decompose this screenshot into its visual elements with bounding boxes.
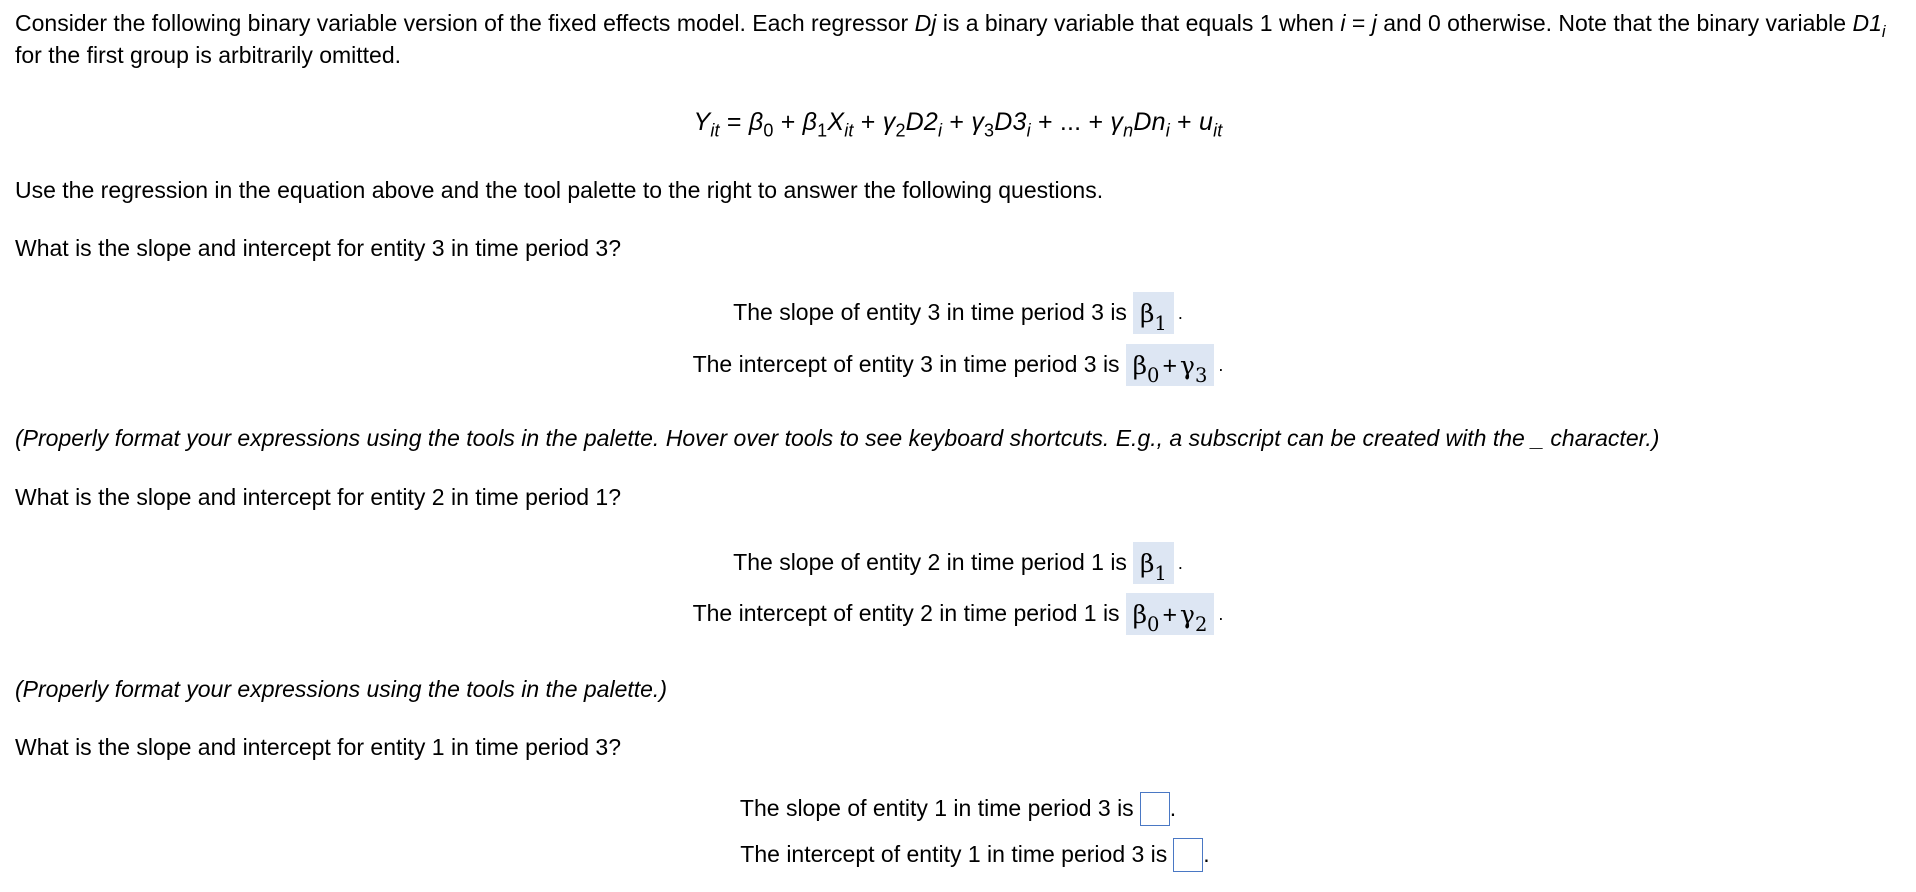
q3-slope-label: The slope of entity 1 in time period 3 is bbox=[739, 795, 1134, 822]
problem-intro: Consider the following binary variable version of the fixed effects model. Each regressor Dj is a binary variable that equals 1 when i = j and 0 otherwise. Note that the binary variable $D1_i$ for the first group is arbitrarily omitted. bbox=[15, 10, 1886, 68]
q1-slope-row: The slope of entity 3 in time period 3 is $\beta_1$ . bbox=[0, 292, 1916, 334]
q1-slope-answer[interactable]: $\beta_1$ bbox=[1133, 292, 1174, 334]
q1-intercept-answer[interactable]: $\beta_0 + \gamma_3$ bbox=[1126, 344, 1215, 386]
instructions-text: Use the regression in the equation above and the tool palette to the right to answer the following questions. bbox=[15, 177, 1104, 203]
question-2: What is the slope and intercept for entity 2 in time period 1? bbox=[15, 484, 621, 510]
q1-intercept-row: The intercept of entity 3 in time period 3 is $\beta_0 + \gamma_3$ . bbox=[0, 344, 1916, 386]
format-note-1: (Properly format your expressions using the tools in the palette. Hover over tools to see keyboard shortcuts. E.g., a subscript can be created with the _ character.) bbox=[15, 425, 1660, 451]
q2-slope-row: The slope of entity 2 in time period 1 is $\beta_1$ . bbox=[0, 542, 1916, 584]
q2-slope-answer[interactable]: $\beta_1$ bbox=[1133, 542, 1174, 584]
q1-slope-label: The slope of entity 3 in time period 3 is bbox=[733, 299, 1127, 326]
q2-intercept-label: The intercept of entity 2 in time period 1 is bbox=[692, 600, 1120, 627]
format-note-2: (Properly format your expressions using the tools in the palette.) bbox=[15, 676, 667, 702]
question-3: What is the slope and intercept for entity 1 in time period 3? bbox=[15, 734, 621, 760]
q1-intercept-label: The intercept of entity 3 in time period 3 is bbox=[692, 351, 1120, 378]
regression-equation: $Y_{it} = \beta_0 + \beta_1X_{it} + \gamma_2D2_i + \gamma_3D3_i$ + ... + $\gamma_nDn_i + u_{it}$ bbox=[693, 108, 1223, 141]
q2-intercept-answer[interactable]: $\beta_0 + \gamma_2$ bbox=[1126, 593, 1215, 635]
q3-intercept-row: The intercept of entity 1 in time period 3 is . bbox=[0, 838, 1916, 872]
q2-intercept-row: The intercept of entity 2 in time period 1 is $\beta_0 + \gamma_2$ . bbox=[0, 593, 1916, 635]
q3-slope-row: The slope of entity 1 in time period 3 is . bbox=[0, 792, 1916, 826]
q2-slope-label: The slope of entity 2 in time period 1 is bbox=[733, 549, 1127, 576]
q3-intercept-input[interactable] bbox=[1173, 838, 1203, 872]
q3-intercept-label: The intercept of entity 1 in time period 3 is bbox=[740, 841, 1168, 868]
question-1: What is the slope and intercept for entity 3 in time period 3? bbox=[15, 235, 621, 261]
q3-slope-input[interactable] bbox=[1140, 792, 1170, 826]
